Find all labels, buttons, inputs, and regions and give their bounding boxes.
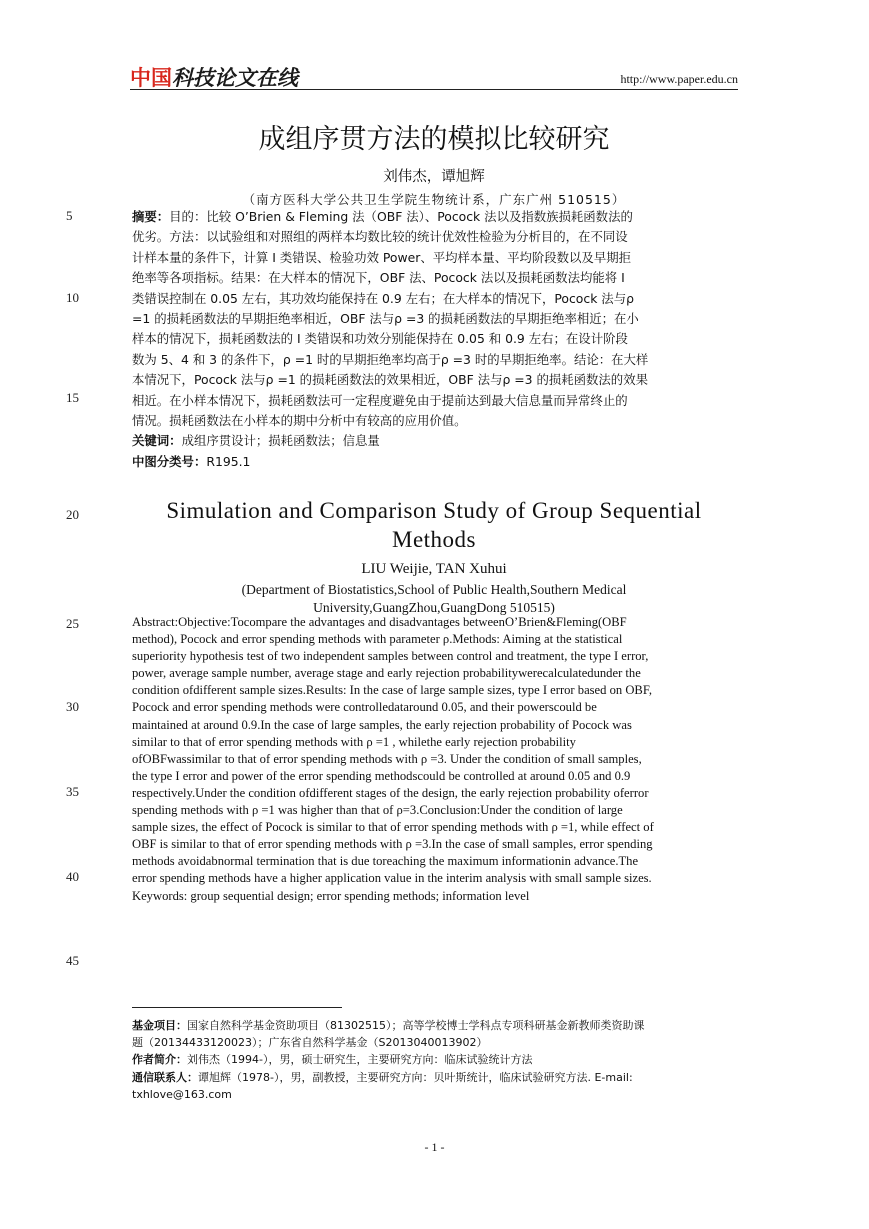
abstract-en: [132, 614, 738, 905]
contact-label: 通信联系人：: [132, 1070, 198, 1084]
abstract-en-line: Objective:Tocompare the advantages and disadvantages betweenO’Brien&Fleming(OBF: [178, 615, 627, 629]
abstract-cn-line: =1 的损耗函数法的早期拒绝率相近，OBF 法与ρ =3 的损耗函数法的早期拒绝率相近；在小: [132, 310, 639, 326]
footnotes: [132, 1017, 738, 1103]
abstract-cn-line: 计样本量的条件下，计算 I 类错误、检验功效 Power、平均样本量、平均阶段数以及早期拒: [132, 249, 631, 265]
abstract-en-line: similar to that of error spending methods with ρ =1 , whilethe early rejection probability: [132, 734, 576, 749]
abstract-cn-line: 绝率等各项指标。结果：在大样本的情况下，OBF 法、Pocock 法以及损耗函数法均能将 I: [132, 270, 625, 286]
line-number: 20: [66, 507, 79, 522]
abstract-en-line: ofOBFwassimilar to that of error spending methods with ρ =3. Under the condition of small samples,: [132, 751, 642, 766]
affiliation-en: [130, 581, 738, 617]
line-number: 30: [66, 699, 79, 714]
keywords-cn-text: 成组序贯设计；损耗函数法；信息量: [181, 433, 380, 449]
classification-cn-label: 中图分类号：: [132, 453, 207, 469]
authors-en: LIU Weijie, TAN Xuhui: [361, 561, 507, 577]
abstract-cn-label: 摘要：: [132, 209, 170, 224]
abstract-cn-line: 样本的情况下，损耗函数法的 I 类错误和功效分别能保持在 0.05 和 0.9 左右；在设计阶段: [132, 331, 628, 347]
header-url[interactable]: http://www.paper.edu.cn: [620, 72, 738, 86]
abstract-cn-line: 类错误控制在 0.05 左右，其功效均能保持在 0.9 左右；在大样本的情况下，Pocock 法与ρ: [132, 290, 634, 306]
abstract-en-line: maintained at around 0.9.In the case of large samples, the early rejection probability of Pocock was: [132, 717, 632, 732]
abstract-en-line: power, average sample number, average stage and early rejection probabilitywerecalculatedunder the: [132, 666, 641, 681]
abstract-cn-line: 数为 5、4 和 3 的条件下，ρ =1 时的早期拒绝率均高于ρ =3 时的早期拒绝率。结论：在大样: [132, 351, 649, 367]
journal-logo: [130, 62, 298, 92]
abstract-en-line: spending methods with ρ =1 was higher than that of ρ=3.Conclusion:Under the condition of large: [132, 803, 623, 818]
abstract-en-line: the type I error and power of the error spending methodscould be controlled at around 0.05 and 0.9: [132, 768, 631, 783]
keywords-en-text: group sequential design; error spending methods; information level: [190, 888, 530, 903]
abstract-cn-line: 相近。在小样本情况下，损耗函数法可一定程度避免由于提前达到最大信息量而异常终止的: [132, 392, 628, 408]
abstract-en-line: methods avoidabnormal termination that is due toreaching the maximum informationin advance.The: [132, 854, 639, 869]
abstract-en-label: Abstract:: [132, 615, 179, 629]
abstract-en-line: method), Pocock and error spending methods with parameter ρ.Methods: Aiming at the statistical: [132, 632, 623, 647]
abstract-cn-line: 本情况下，Pocock 法与ρ =1 的损耗函数法的效果相近，OBF 法与ρ =3 的损耗函数法的效果: [132, 372, 648, 388]
paper-title-en-line: Simulation and Comparison Study of Group Sequential: [166, 498, 702, 523]
abstract-en-line: respectively.Under the condition ofdifferent stages of the design, the early rejection probability oferror: [132, 785, 649, 800]
paper-title-en-line: Methods: [392, 527, 476, 552]
classification-cn-text: R195.1: [206, 453, 251, 469]
line-number: 35: [66, 784, 79, 799]
abstract-en-line: Pocock and error spending methods were controlledataround 0.05, and their powerscould be: [132, 700, 597, 715]
abstract-en-line: OBF is similar to that of error spending methods with ρ =3.In the case of small samples, error spending: [132, 837, 653, 852]
abstract-en-line: condition ofdifferent sample sizes.Results: In the case of large sample sizes, type I error based on OBF,: [132, 683, 652, 698]
line-number: 15: [66, 390, 79, 405]
keywords-en-label: Keywords:: [132, 888, 188, 903]
keywords-cn-label: 关键词：: [132, 433, 182, 449]
authors-cn: 刘伟杰，谭旭辉: [383, 169, 485, 185]
fund-label: 基金项目：: [132, 1019, 187, 1032]
line-number: 25: [66, 616, 79, 631]
abstract-en-line: superiority hypothesis test of two independent samples between control and treatment, the type I error,: [132, 649, 649, 664]
line-number: 40: [66, 869, 79, 884]
logo-black-text: 科技论文在线: [172, 66, 298, 90]
line-number: 45: [66, 953, 79, 968]
abstract-cn-line: 情况。损耗函数法在小样本的期中分析中有较高的应用价值。: [132, 412, 467, 428]
page-number: - 1 -: [424, 1140, 445, 1154]
abstract-cn-line: 优劣。方法：以试验组和对照组的两样本均数比较的统计优效性检验为分析目的，在不同设: [132, 229, 628, 245]
affiliation-en-line: University,GuangZhou,GuangDong 510515): [313, 600, 555, 615]
line-number: 5: [66, 208, 73, 223]
abstract-en-line: error spending methods have a higher application value in the interim analysis with small sample sizes.: [132, 871, 652, 886]
contact-email[interactable]: txhlove@163.com: [132, 1087, 232, 1101]
fund-line: 国家自然科学基金资助项目（81302515）；高等学校博士学科点专项科研基金新教师类资助课: [187, 1019, 645, 1032]
abstract-cn-line: 目的：比较 O’Brien & Fleming 法（OBF 法）、Pocock 法以及指数族损耗函数法的: [169, 209, 633, 224]
author-bio-text: 刘伟杰（1994-），男，硕士研究生，主要研究方向：临床试验统计方法: [187, 1053, 533, 1067]
affiliation-en-line: (Department of Biostatistics,School of Public Health,Southern Medical: [241, 582, 627, 597]
abstract-cn: [132, 207, 738, 472]
logo-red-text: 中国: [130, 66, 172, 90]
affiliation-cn: （南方医科大学公共卫生学院生物统计系，广东广州 510515）: [242, 192, 626, 207]
abstract-en-line: sample sizes, the effect of Pocock is similar to that of error spending methods with ρ =1, while effect of: [132, 820, 654, 835]
contact-line: 谭旭辉（1978-），男，副教授，主要研究方向：贝叶斯统计，临床试验研究方法. E-mail:: [198, 1070, 633, 1084]
line-number: 10: [66, 290, 79, 305]
fund-line: 题（20134433120023）；广东省自然科学基金（S2013040013902）: [132, 1036, 488, 1050]
paper-title-en: [130, 496, 738, 554]
paper-title-cn: 成组序贯方法的模拟比较研究: [258, 124, 610, 155]
author-bio-label: 作者简介：: [132, 1053, 187, 1067]
header-rule: [130, 89, 738, 90]
footnote-rule: [132, 1007, 342, 1008]
